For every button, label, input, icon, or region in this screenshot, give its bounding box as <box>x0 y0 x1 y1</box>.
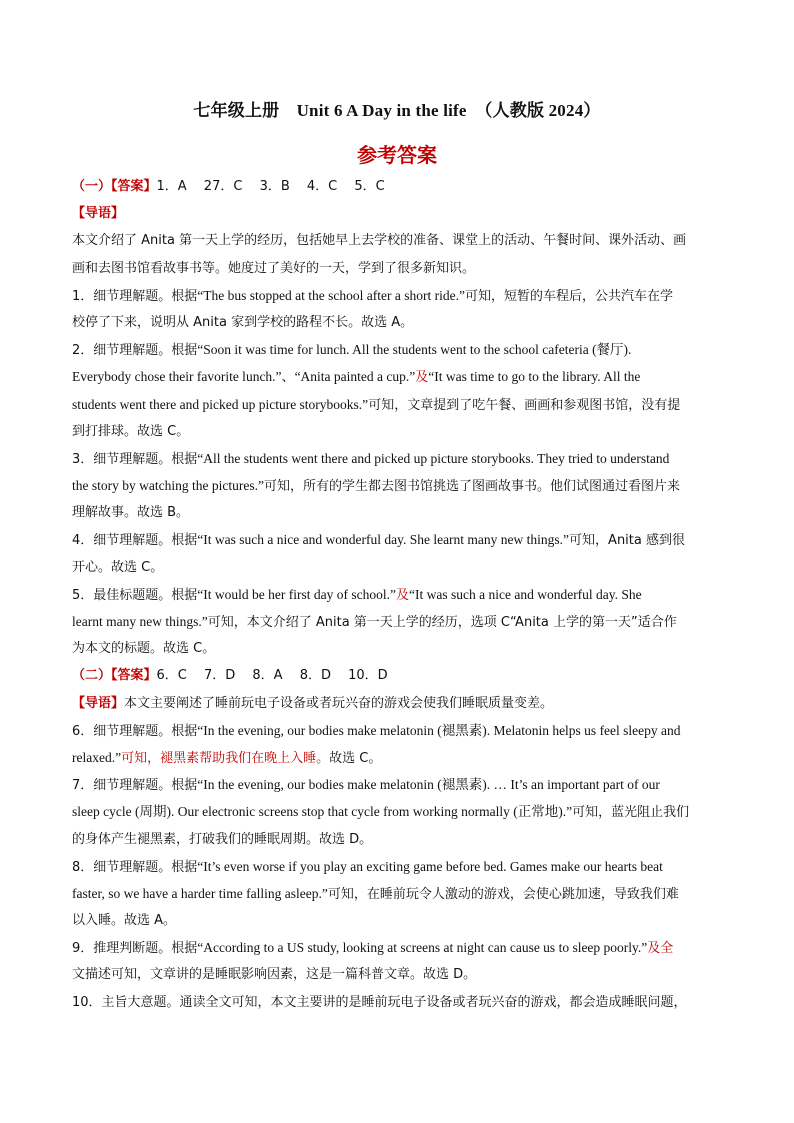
quote: “Anita painted a cup.” <box>294 369 416 385</box>
explanation-line <box>72 581 724 608</box>
quote: “In the evening, our bodies make melatonin (褪黑素). Melatonin helps us feel sleepy and <box>197 722 681 738</box>
quote: faster, so we have a harder time falling asleep.” <box>72 885 328 901</box>
section1-answer-line <box>72 173 724 200</box>
question-lead: 4．细节理解题。根据 <box>72 533 198 549</box>
quote: students went there and picked up picture storybooks.” <box>72 396 369 412</box>
quote: “According to a US study, looking at screens at night can cause us to sleep poorly.” <box>197 940 648 956</box>
explanation-line: 以入睡。故选 A。 <box>72 913 177 929</box>
explanation-line <box>72 336 724 363</box>
question-lead: 6．细节理解题。根据 <box>72 723 198 739</box>
explanation-line <box>72 717 724 744</box>
explanation-line <box>72 445 724 472</box>
quote: “It was such a nice and wonderful day. She learnt many new things.” <box>197 532 570 548</box>
answer-label: （一）【答案】 <box>72 179 157 194</box>
conjunction: 及 <box>395 587 409 603</box>
explanation-text: 可知，文章提到了吃午餐、画画和参观图书馆，没有提 <box>368 397 681 413</box>
guide-text-line: 本文介绍了 Anita 第一天上学的经历，包括她早上去学校的准备、课堂上的活动、午餐时间、课外活动、画 <box>72 233 687 249</box>
explanation-line: 的身体产生褪黑素，打破我们的睡眠周期。故选 D。 <box>72 831 373 847</box>
explanation-line <box>72 771 724 798</box>
guide-text: 本文主要阐述了睡前玩电子设备或者玩兴奋的游戏会使我们睡眠质量变差。 <box>124 695 554 711</box>
separator: 、 <box>281 370 295 386</box>
guide-label: 【导语】 <box>72 206 125 222</box>
explanation-line <box>72 472 724 499</box>
explanation-line <box>72 526 724 553</box>
question-lead: 1．细节理解题。根据 <box>72 288 198 304</box>
explanation-line <box>72 798 724 825</box>
explanation-text: 可知，蓝光阻止我们 <box>572 805 690 821</box>
conjunction: 及 <box>415 370 429 386</box>
question-lead: 2．细节理解题。根据 <box>72 343 198 359</box>
quote: “All the students went there and picked up picture storybooks. They tried to understand <box>197 450 670 466</box>
quote: “It would be her first day of school.” <box>197 586 396 602</box>
quote: “The bus stopped at the school after a short ride.” <box>197 287 465 303</box>
explanation-line: 校停了下来，说明从 Anita 家到学校的路程不长。故选 A。 <box>72 314 414 330</box>
quote: “It’s even worse if you play an exciting game before bed. Games make our hearts beat <box>197 858 663 874</box>
explanation-line <box>72 744 724 771</box>
quote: sleep cycle (周期). Our electronic screens stop that cycle from working normally (正常地).” <box>72 804 573 820</box>
explanation-line <box>72 880 724 907</box>
quote: “It was such a nice and wonderful day. She <box>409 586 642 602</box>
answer-key: 1．A 27．C 3．B 4．C 5．C <box>156 179 385 194</box>
explanation-line: 文描述可知，文章讲的是睡眠影响因素，这是一篇科普文章。故选 D。 <box>72 967 477 983</box>
quote: “Soon it was time for lunch. All the students went to the school cafeteria (餐厅). <box>197 342 632 358</box>
explanation-text: 可知，Anita 感到很 <box>569 533 685 549</box>
explanation-line <box>72 391 724 418</box>
quote: relaxed.” <box>72 749 122 765</box>
page-subtitle: 参考答案 <box>357 143 437 167</box>
explanation-text: 可知，所有的学生都去图书馆挑选了图画故事书。他们试图通过看图片来 <box>263 479 680 495</box>
question-lead: 9．推理判断题。根据 <box>72 941 198 957</box>
quote: Everybody chose their favorite lunch.” <box>72 369 282 385</box>
explanation-line <box>72 853 724 880</box>
explanation-text: 及全 <box>647 941 674 957</box>
question-lead: 3．细节理解题。根据 <box>72 451 198 467</box>
explanation-line <box>72 282 724 309</box>
quote: “In the evening, our bodies make melatonin (褪黑素). … It’s an important part of our <box>197 777 660 793</box>
explanation-text: 可知，短暂的车程后，公共汽车在学 <box>464 288 673 304</box>
explanation-line <box>72 363 724 390</box>
answer-body <box>72 173 724 1016</box>
answer-key: 6．C 7．D 8．A 8．D 10．D <box>156 668 388 684</box>
explanation-line <box>72 934 724 961</box>
explanation-line: 理解故事。故选 B。 <box>72 505 190 521</box>
question-lead: 7．细节理解题。根据 <box>72 778 198 794</box>
explanation-text: 可知，在睡前玩令人激动的游戏，会使心跳加速，导致我们难 <box>327 886 679 902</box>
explanation-line: 为本文的标题。故选 C。 <box>72 641 216 657</box>
explanation-text: 可知，褪黑素帮助我们在晚上入睡。 <box>121 750 330 766</box>
answer-label: （二）【答案】 <box>72 668 157 684</box>
quote: “It was time to go to the library. All the <box>428 369 641 385</box>
section2-answer-line <box>72 662 724 689</box>
explanation-text: 故选 C。 <box>329 750 382 766</box>
explanation-line <box>72 608 724 635</box>
question-lead: 5．最佳标题题。根据 <box>72 587 198 603</box>
explanation-line: 10．主旨大意题。通读全文可知，本文主要讲的是睡前玩电子设备或者玩兴奋的游戏，都会造成睡眠问题， <box>72 994 687 1010</box>
quote: the story by watching the pictures.” <box>72 478 264 494</box>
guide-line <box>72 690 724 717</box>
guide-label: 【导语】 <box>72 695 125 711</box>
guide-text-line: 画和去图书馆看故事书等。她度过了美好的一天，学到了很多新知识。 <box>72 260 476 276</box>
quote: learnt many new things.” <box>72 614 208 629</box>
explanation-line: 开心。故选 C。 <box>72 559 164 575</box>
page-title: 七年级上册 Unit 6 A Day in the life （人教版 2024） <box>193 101 601 120</box>
explanation-line: 到打排球。故选 C。 <box>72 423 190 439</box>
explanation-text: 可知，本文介绍了 Anita 第一天上学的经历，选项 C“Anita 上学的第一天”适合作 <box>207 615 677 630</box>
question-lead: 8．细节理解题。根据 <box>72 859 198 875</box>
